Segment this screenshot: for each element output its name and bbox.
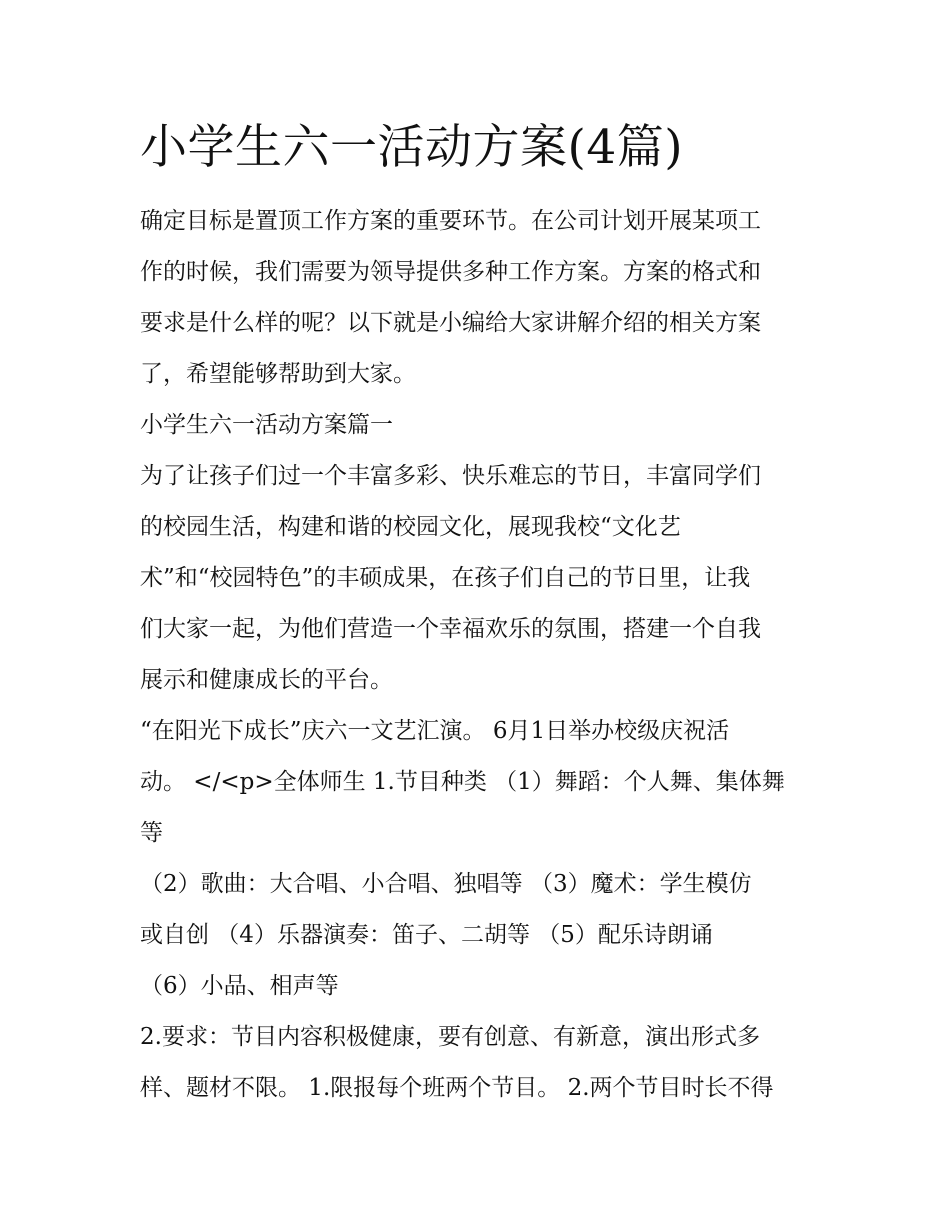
- body-line: 2.要求：节目内容积极健康，要有创意、有新意，演出形式多: [140, 1024, 760, 1050]
- document-title: 小学生六一活动方案(4篇): [140, 120, 684, 175]
- body-line: 术”和“校园特色”的丰硕成果，在孩子们自己的节日里，让我: [140, 565, 751, 591]
- body-line: 展示和健康成长的平台。: [140, 667, 393, 693]
- body-line: 或自创 （4）乐器演奏：笛子、二胡等 （5）配乐诗朗诵: [140, 922, 713, 948]
- body-line: 样、题材不限。 1.限报每个班两个节目。 2.两个节目时长不得: [140, 1075, 774, 1101]
- document-body: [140, 196, 812, 1114]
- body-line: 等: [140, 820, 163, 846]
- body-line: 作的时候，我们需要为领导提供多种工作方案。方案的格式和: [140, 259, 761, 285]
- document-page: [140, 112, 812, 1114]
- body-line: （2）歌曲：大合唱、小合唱、独唱等 （3）魔术：学生模仿: [140, 871, 752, 897]
- body-line: （6）小品、相声等: [140, 973, 339, 999]
- body-line: 为了让孩子们过一个丰富多彩、快乐难忘的节日，丰富同学们: [140, 463, 761, 489]
- body-line: “在阳光下成长”庆六一文艺汇演。 6月1日举办校级庆祝活: [140, 718, 730, 744]
- body-line: 要求是什么样的呢？以下就是小编给大家讲解介绍的相关方案: [140, 310, 761, 336]
- body-line: 确定目标是置顶工作方案的重要环节。在公司计划开展某项工: [140, 208, 761, 234]
- body-line: 了，希望能够帮助到大家。: [140, 361, 416, 387]
- body-line: 的校园生活，构建和谐的校园文化，展现我校“文化艺: [140, 514, 681, 540]
- section-heading: 小学生六一活动方案篇一: [140, 412, 393, 438]
- body-line: 们大家一起，为他们营造一个幸福欢乐的氛围，搭建一个自我: [140, 616, 761, 642]
- body-line: 动。 </<p>全体师生 1.节目种类 （1）舞蹈：个人舞、集体舞: [140, 769, 785, 795]
